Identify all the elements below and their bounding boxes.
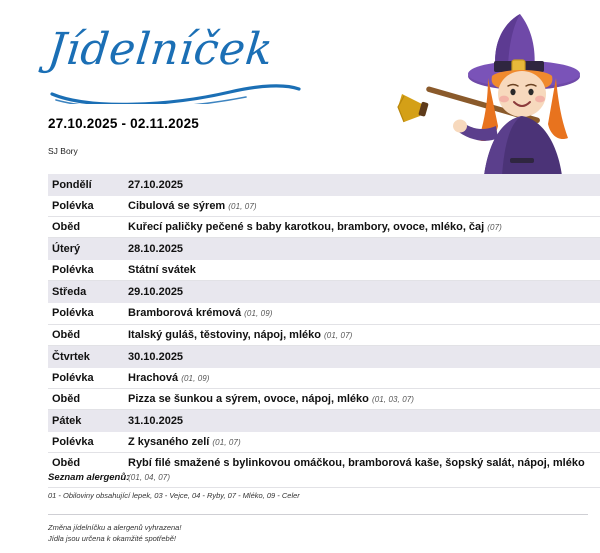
meal-cell [124, 388, 600, 409]
meal-cell [124, 217, 600, 238]
table-row-day [48, 409, 600, 432]
meal-type: Polévka [48, 303, 124, 324]
table-row [48, 388, 600, 409]
day-name: Úterý [48, 238, 124, 261]
meal-description: Pizza se šunkou a sýrem, ovoce, nápoj, mléko [128, 392, 369, 405]
meal-allergens: (01, 04, 07) [128, 473, 171, 483]
witch-face-icon [498, 71, 546, 117]
logo [45, 24, 308, 98]
meal-allergens: (01, 07) [228, 202, 257, 212]
meal-type: Oběd [48, 453, 124, 488]
table-row [48, 260, 600, 281]
document-footer [48, 472, 588, 545]
facility-name: SJ Bory [48, 146, 78, 156]
logo-text: Jídelníček [45, 24, 276, 75]
meal-description: Italský guláš, těstoviny, nápoj, mléko [128, 328, 321, 341]
menu-table [48, 174, 600, 488]
allergens-list: 01 - Obiloviny obsahující lepek, 03 - Vejce, 04 - Ryby, 07 - Mléko, 09 - Celer [48, 491, 300, 500]
table-row-day [48, 345, 600, 368]
allergens-title: Seznam alergenů: [48, 472, 130, 483]
meal-description: Bramborová krémová [128, 307, 242, 320]
day-name: Pátek [48, 409, 124, 432]
footer-notes [48, 523, 588, 545]
meal-cell [124, 303, 600, 324]
note-line-2: Jídla jsou určena k okamžité spotřebě! [48, 533, 176, 543]
meal-description: Kuřecí paličky pečené s baby karotkou, brambory, ovoce, mléko, čaj [128, 221, 485, 234]
table-row [48, 324, 600, 345]
meal-type: Oběd [48, 324, 124, 345]
meal-allergens: (01, 03, 07) [371, 394, 415, 404]
day-date: 28.10.2025 [124, 238, 600, 261]
table-row [48, 368, 600, 389]
meal-type: Polévka [48, 432, 124, 453]
menu-table-body [48, 174, 600, 488]
day-date: 27.10.2025 [124, 174, 600, 196]
date-range: 27.10.2025 - 02.11.2025 [48, 116, 199, 131]
meal-allergens: (01, 07) [212, 437, 241, 447]
table-row-day [48, 174, 600, 196]
meal-cell [124, 432, 600, 453]
document-header [0, 0, 600, 170]
table-row [48, 217, 600, 238]
day-date: 29.10.2025 [124, 281, 600, 304]
day-date: 31.10.2025 [124, 409, 600, 432]
meal-description: Hrachová [128, 371, 179, 384]
meal-type: Oběd [48, 388, 124, 409]
table-row-day [48, 281, 600, 304]
meal-type: Polévka [48, 260, 124, 281]
witch-illustration [384, 6, 594, 181]
meal-allergens: (01, 09) [181, 373, 210, 383]
table-row [48, 432, 600, 453]
day-name: Středa [48, 281, 124, 304]
table-row [48, 196, 600, 217]
meal-cell [124, 260, 600, 281]
meal-cell [124, 196, 600, 217]
meal-type: Polévka [48, 368, 124, 389]
day-name: Čtvrtek [48, 345, 124, 368]
meal-cell [124, 368, 600, 389]
meal-description: Cibulová se sýrem [128, 200, 226, 213]
meal-allergens: (01, 07) [324, 330, 353, 340]
footer-divider [48, 514, 588, 515]
logo-swash-icon [50, 80, 302, 104]
note-line-1: Změna jídelníčku a alergenů vyhrazena! [48, 523, 182, 532]
meal-description: Z kysaného zelí [128, 435, 210, 448]
meal-type: Polévka [48, 196, 124, 217]
meal-allergens: (01, 09) [244, 309, 273, 319]
meal-type: Oběd [48, 217, 124, 238]
meal-allergens: (07) [487, 223, 502, 233]
day-name: Pondělí [48, 174, 124, 196]
table-row-day [48, 238, 600, 261]
meal-description: Rybí filé smažené s bylinkovou omáčkou, bramborová kaše, šopský salát, nápoj, mléko [128, 457, 585, 470]
table-row [48, 303, 600, 324]
meal-description: Státní svátek [128, 264, 196, 277]
day-date: 30.10.2025 [124, 345, 600, 368]
meal-cell [124, 324, 600, 345]
witch-body-icon [453, 116, 562, 176]
